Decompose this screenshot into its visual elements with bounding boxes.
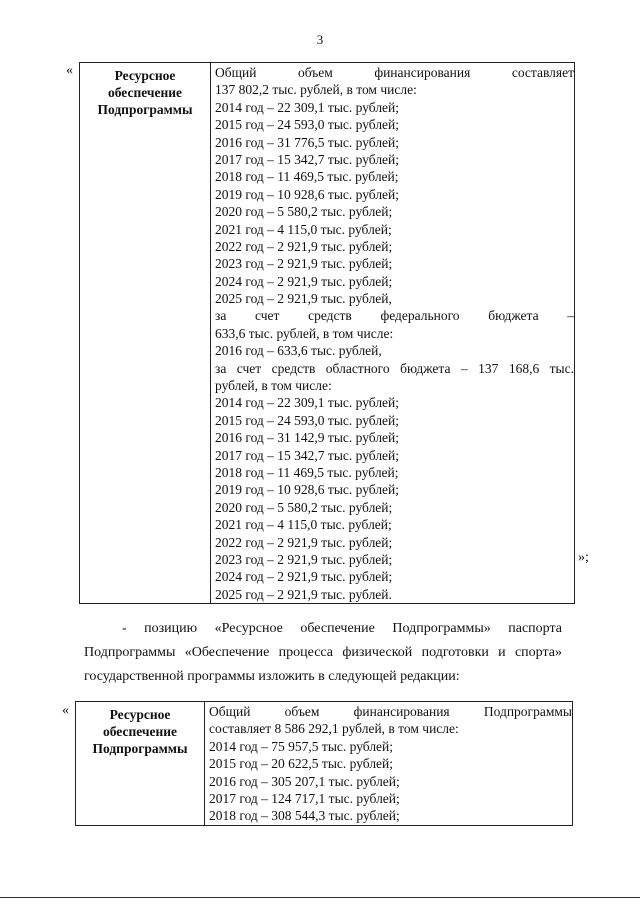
financing-line: 2023 год – 2 921,9 тыс. рублей; [215, 256, 393, 272]
paragraph-line: - позицию «Ресурсное обеспечение Подпрограммы» паспорта [122, 621, 562, 636]
financing-line: 2017 год – 15 342,7 тыс. рублей; [215, 151, 400, 167]
label-line: Ресурсное [114, 68, 176, 83]
financing-line: 2014 год – 22 309,1 тыс. рублей; [215, 395, 400, 411]
resource-table-1 [79, 62, 575, 604]
label-line: Ресурсное [109, 707, 171, 722]
opening-quote: « [66, 63, 73, 78]
financing-line: 2014 год – 22 309,1 тыс. рублей; [215, 99, 400, 115]
financing-line: составляет 8 586 292,1 рублей, в том числе: [209, 721, 459, 737]
financing-line: 2016 год – 31 776,5 тыс. рублей; [215, 134, 400, 150]
amendment-paragraph [84, 617, 562, 689]
financing-line: 2015 год – 24 593,0 тыс. рублей; [215, 412, 400, 428]
financing-line: 2022 год – 2 921,9 тыс. рублей; [215, 534, 393, 550]
resource-label-cell [80, 63, 211, 604]
financing-line: 2024 год – 2 921,9 тыс. рублей; [215, 273, 393, 289]
financing-line: 2019 год – 10 928,6 тыс. рублей; [215, 186, 400, 202]
financing-line: 2016 год – 305 207,1 тыс. рублей; [209, 773, 400, 789]
financing-line: 633,6 тыс. рублей, в том числе: [215, 325, 394, 341]
financing-line: 2019 год – 10 928,6 тыс. рублей; [215, 482, 400, 498]
financing-line: Общий объем финансирования составляет [215, 65, 574, 80]
resource-table-2 [75, 701, 573, 826]
financing-line: за счет средств областного бюджета – 137 168,6 тыс. [215, 360, 574, 376]
label-line: Подпрограммы [97, 102, 193, 117]
opening-quote: « [62, 703, 69, 718]
closing-quote: »; [578, 550, 589, 565]
financing-line: 2021 год – 4 115,0 тыс. рублей; [215, 221, 392, 237]
label-line: обеспечение [107, 85, 183, 100]
financing-line: 137 802,2 тыс. рублей, в том числе: [215, 82, 417, 98]
financing-line: 2016 год – 31 142,9 тыс. рублей; [215, 430, 400, 446]
financing-line: 2015 год – 24 593,0 тыс. рублей; [215, 117, 400, 133]
financing-line: 2018 год – 11 469,5 тыс. рублей; [215, 464, 399, 480]
financing-line: 2014 год – 75 957,5 тыс. рублей; [209, 738, 394, 754]
page-number: 3 [316, 32, 324, 47]
financing-line: 2020 год – 5 580,2 тыс. рублей; [215, 204, 393, 220]
resource-label-cell [76, 702, 205, 826]
financing-line: 2021 год – 4 115,0 тыс. рублей; [215, 517, 392, 533]
financing-line: 2017 год – 124 717,1 тыс. рублей; [209, 790, 400, 806]
paragraph-line: Подпрограммы «Обеспечение процесса физической подготовки и спорта» [84, 645, 562, 660]
financing-line: 2022 год – 2 921,9 тыс. рублей; [215, 238, 393, 254]
financing-line: 2025 год – 2 921,9 тыс. рублей, [215, 291, 392, 307]
financing-line: 2020 год – 5 580,2 тыс. рублей; [215, 499, 393, 515]
financing-line: 2016 год – 633,6 тыс. рублей, [215, 343, 382, 359]
financing-line: 2018 год – 308 544,3 тыс. рублей; [209, 808, 400, 824]
paragraph-line: государственной программы изложить в следующей редакции: [84, 669, 460, 684]
financing-line: за счет средств федерального бюджета – [215, 308, 574, 324]
financing-line: 2017 год – 15 342,7 тыс. рублей; [215, 447, 400, 463]
financing-line: 2025 год – 2 921,9 тыс. рублей. [215, 586, 392, 602]
financing-line: 2023 год – 2 921,9 тыс. рублей; [215, 551, 393, 567]
label-line: Подпрограммы [92, 741, 188, 756]
financing-line: Общий объем финансирования Подпрограммы [209, 704, 572, 719]
financing-line: 2015 год – 20 622,5 тыс. рублей; [209, 756, 394, 772]
financing-line: рублей, в том числе: [215, 378, 332, 394]
page-bottom-rule [0, 897, 640, 898]
financing-line: 2018 год – 11 469,5 тыс. рублей; [215, 169, 399, 185]
financing-line: 2024 год – 2 921,9 тыс. рублей; [215, 569, 393, 585]
financing-cell [205, 702, 573, 826]
label-line: обеспечение [102, 724, 178, 739]
financing-cell [211, 63, 575, 604]
